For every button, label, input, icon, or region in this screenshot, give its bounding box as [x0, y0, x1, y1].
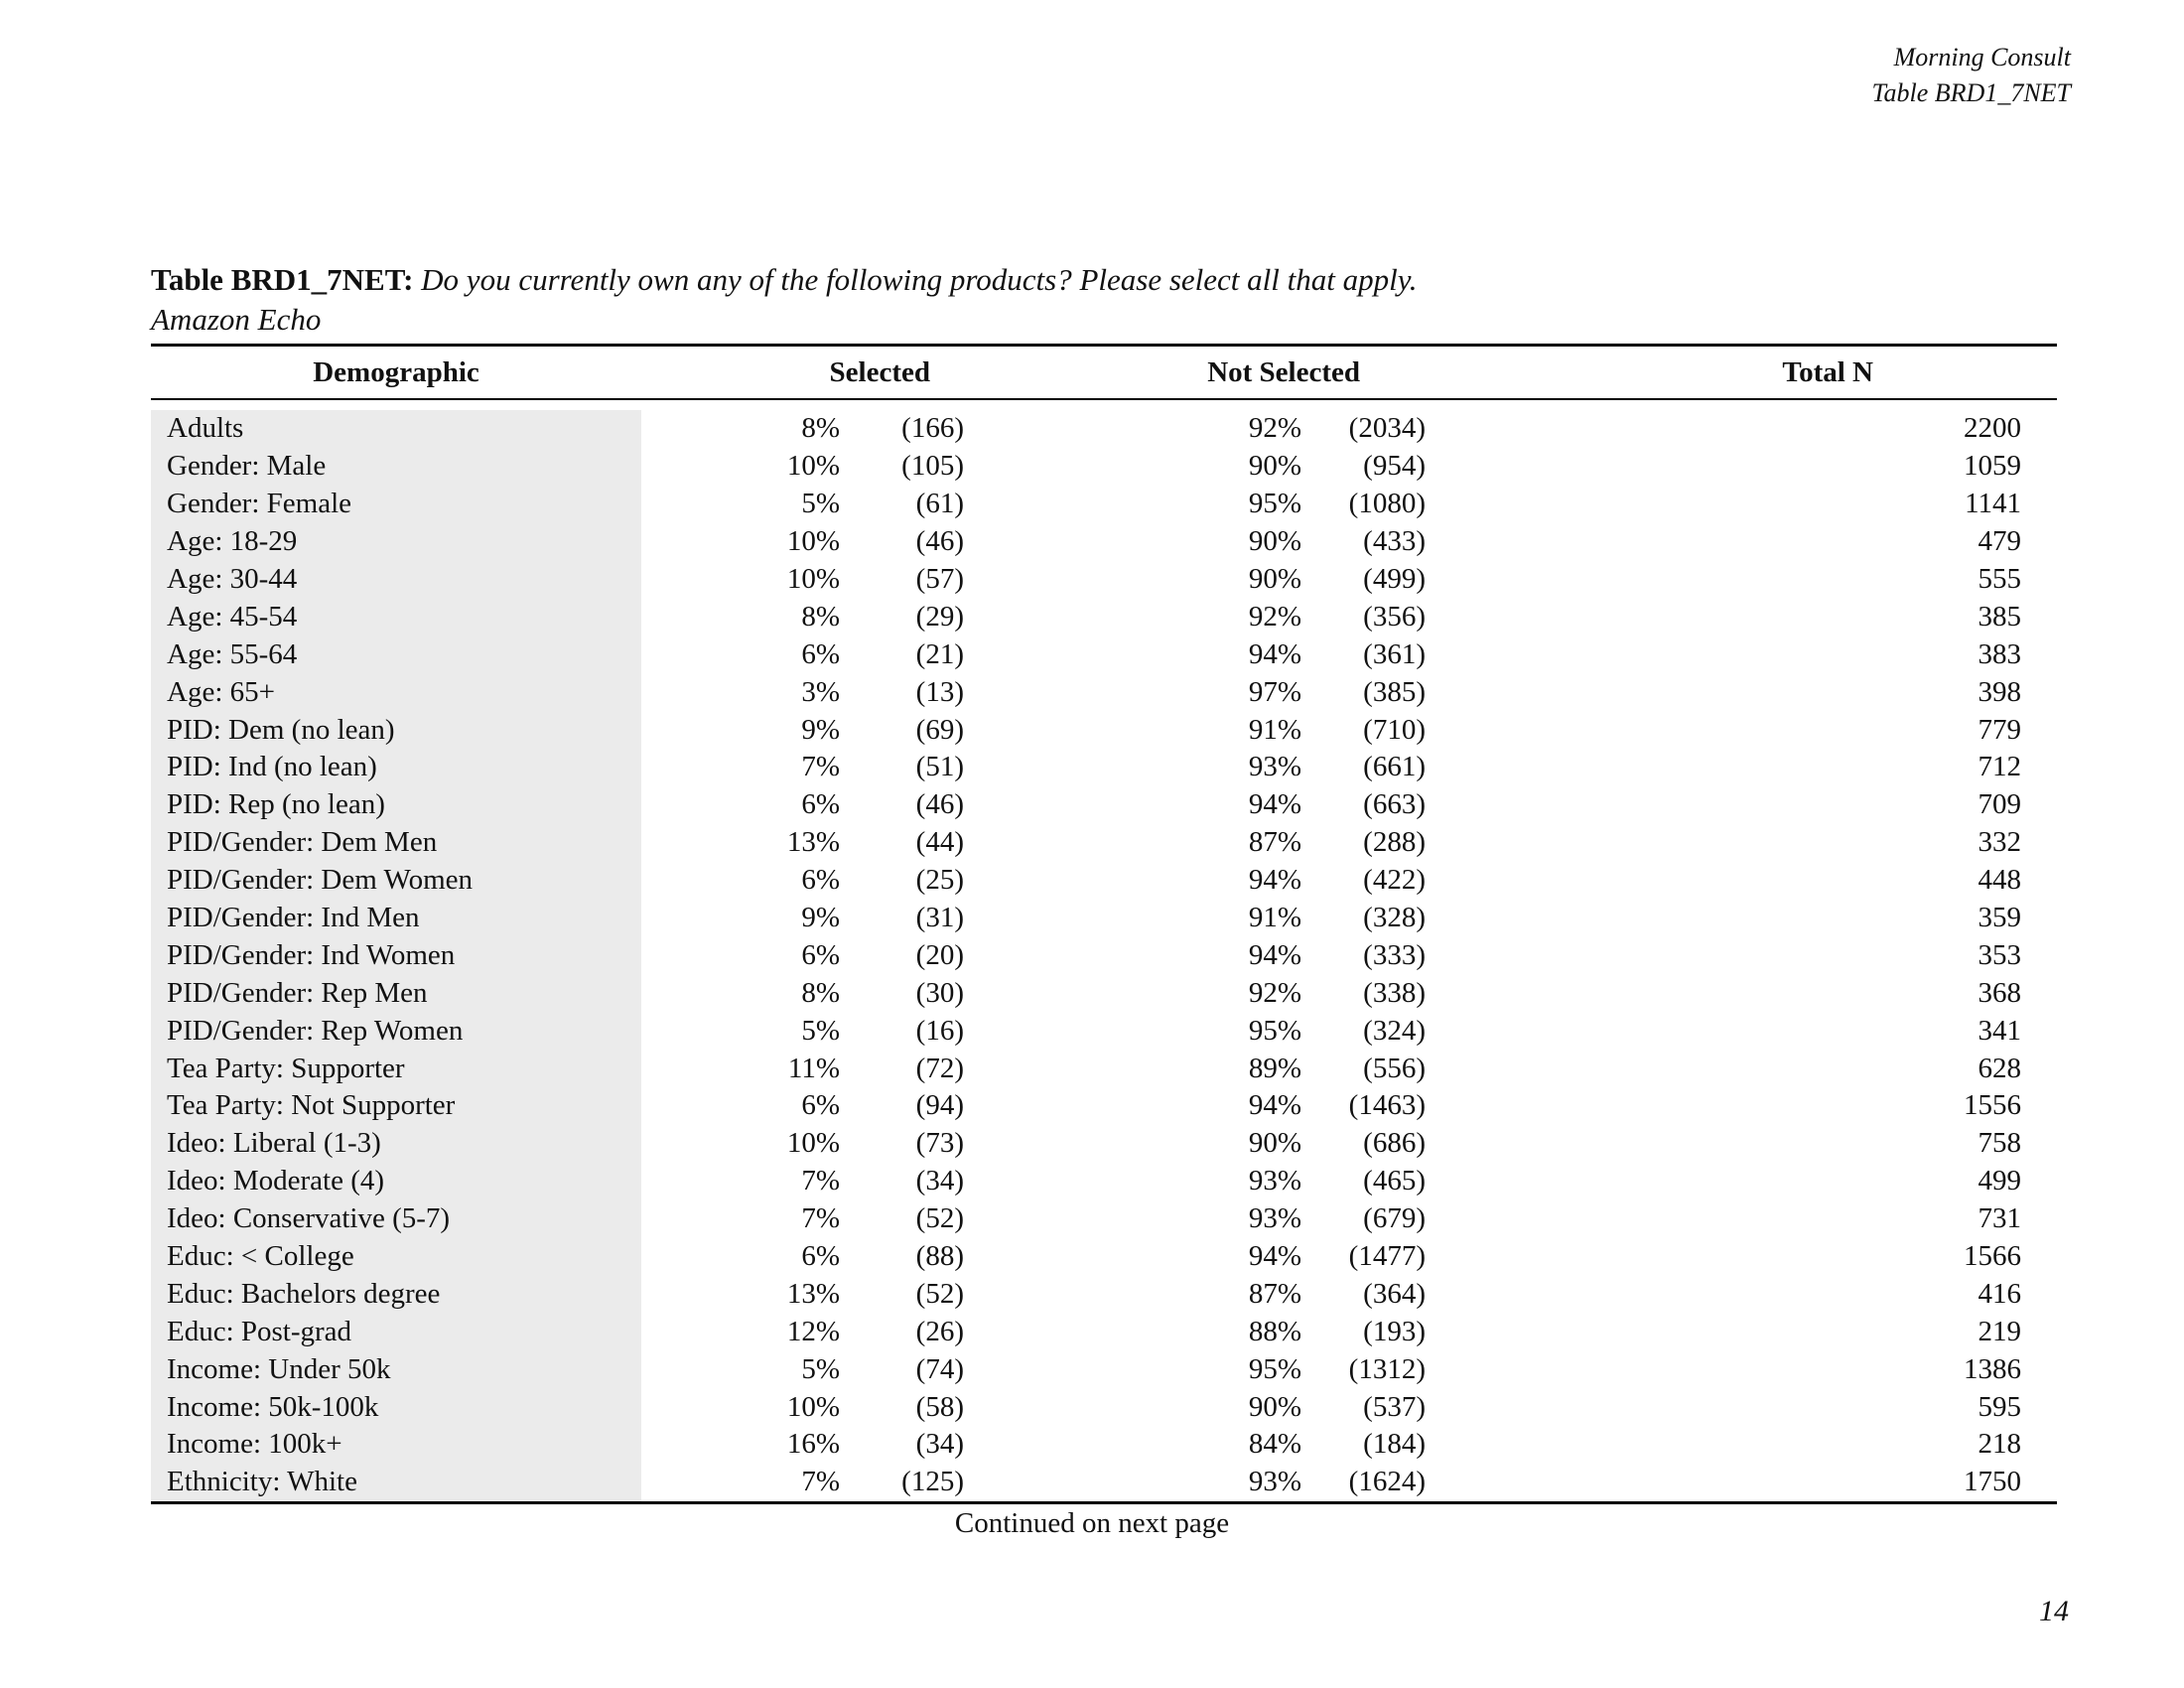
not-selected-pct-cell: 90% [1248, 563, 1301, 595]
table-header [151, 346, 2057, 400]
selected-pct-cell: 7% [801, 1202, 840, 1235]
table-row [151, 824, 2057, 862]
total-n-cell: 219 [1978, 1315, 2021, 1347]
table-row [151, 1012, 2057, 1050]
not-selected-pct-cell: 88% [1248, 1315, 1301, 1347]
total-n-cell: 758 [1978, 1127, 2021, 1160]
not-selected-n-cell: (328) [1363, 902, 1426, 934]
selected-pct-cell: 5% [801, 1352, 840, 1385]
total-n-cell: 712 [1978, 751, 2021, 783]
not-selected-pct-cell: 95% [1248, 1014, 1301, 1047]
selected-n-cell: (13) [915, 675, 964, 708]
selected-pct-cell: 8% [801, 600, 840, 633]
not-selected-pct-cell: 94% [1248, 1089, 1301, 1122]
selected-pct-cell: 7% [801, 751, 840, 783]
not-selected-n-cell: (385) [1363, 675, 1426, 708]
spacer-row [151, 399, 2057, 410]
demographic-cell: PID/Gender: Dem Men [151, 824, 641, 862]
not-selected-pct-cell: 90% [1248, 1390, 1301, 1423]
not-selected-pct-cell: 95% [1248, 488, 1301, 520]
selected-pct-cell: 6% [801, 788, 840, 821]
not-selected-n-cell: (710) [1363, 713, 1426, 746]
total-n-cell: 2200 [1964, 412, 2021, 445]
not-selected-n-cell: (324) [1363, 1014, 1426, 1047]
selected-pct-cell: 6% [801, 637, 840, 670]
demographic-cell: Income: 100k+ [151, 1426, 641, 1464]
crosstab-table [151, 344, 2057, 1504]
total-n-cell: 1141 [1965, 488, 2021, 520]
selected-n-cell: (72) [915, 1052, 964, 1084]
demographic-cell: PID: Rep (no lean) [151, 786, 641, 824]
demographic-cell: Income: 50k-100k [151, 1388, 641, 1426]
demographic-cell: Educ: Post-grad [151, 1313, 641, 1350]
demographic-cell: PID/Gender: Dem Women [151, 862, 641, 900]
not-selected-pct-cell: 94% [1248, 1240, 1301, 1273]
selected-pct-cell: 5% [801, 488, 840, 520]
selected-n-cell: (73) [915, 1127, 964, 1160]
selected-n-cell: (21) [915, 637, 964, 670]
demographic-cell: Age: 30-44 [151, 561, 641, 599]
total-n-cell: 499 [1978, 1165, 2021, 1197]
table-row [151, 1313, 2057, 1350]
selected-n-cell: (125) [840, 1464, 964, 1502]
not-selected-pct-cell: 93% [1248, 751, 1301, 783]
selected-n-cell: (88) [915, 1240, 964, 1273]
selected-pct-cell: 9% [801, 902, 840, 934]
selected-n-cell: (30) [915, 976, 964, 1009]
selected-pct-cell: 6% [801, 938, 840, 971]
not-selected-pct-cell: 92% [1248, 976, 1301, 1009]
table-row [151, 1200, 2057, 1238]
not-selected-n-cell: (1477) [1348, 1240, 1426, 1273]
not-selected-pct-cell: 89% [1248, 1052, 1301, 1084]
table-row [151, 673, 2057, 711]
selected-pct-cell: 10% [786, 450, 840, 483]
table-row [151, 1087, 2057, 1125]
selected-pct-cell: 12% [786, 1315, 840, 1347]
selected-pct-cell: 6% [801, 864, 840, 897]
not-selected-n-cell: (663) [1363, 788, 1426, 821]
not-selected-pct-cell: 91% [1248, 713, 1301, 746]
selected-n-cell: (61) [915, 488, 964, 520]
total-n-cell: 1059 [1964, 450, 2021, 483]
selected-n-cell: (52) [915, 1277, 964, 1310]
not-selected-pct-cell: 93% [1248, 1202, 1301, 1235]
selected-pct-cell: 7% [801, 1165, 840, 1197]
table-row [151, 1464, 2057, 1502]
selected-n-cell: (31) [915, 902, 964, 934]
not-selected-pct-cell: 90% [1248, 525, 1301, 558]
page-header [1871, 40, 2071, 111]
demographic-cell: PID: Ind (no lean) [151, 749, 641, 786]
not-selected-n-cell: (679) [1363, 1202, 1426, 1235]
table-row [151, 448, 2057, 486]
selected-n-cell: (51) [915, 751, 964, 783]
total-n-cell: 731 [1978, 1202, 2021, 1235]
not-selected-n-cell: (499) [1363, 563, 1426, 595]
demographic-cell: PID/Gender: Rep Men [151, 974, 641, 1012]
selected-pct-cell: 9% [801, 713, 840, 746]
selected-n-cell: (46) [915, 525, 964, 558]
total-n-cell: 368 [1978, 976, 2021, 1009]
selected-n-cell: (46) [915, 788, 964, 821]
demographic-cell: PID/Gender: Ind Men [151, 900, 641, 937]
selected-pct-cell: 3% [801, 675, 840, 708]
table-row [151, 523, 2057, 561]
header-table-id: Table BRD1_7NET [1871, 78, 2071, 107]
demographic-cell: Age: 18-29 [151, 523, 641, 561]
not-selected-n-cell: (422) [1363, 864, 1426, 897]
table-row [151, 1163, 2057, 1200]
selected-n-cell: (166) [901, 412, 964, 445]
table-title [151, 260, 2057, 300]
table-row [151, 635, 2057, 673]
not-selected-n-cell: (193) [1363, 1315, 1426, 1347]
not-selected-pct-cell: 93% [1248, 1165, 1301, 1197]
table-row [151, 1350, 2057, 1388]
table-row [151, 561, 2057, 599]
total-n-cell: 359 [1978, 902, 2021, 934]
selected-pct-cell: 10% [786, 1390, 840, 1423]
total-n-cell: 218 [1978, 1428, 2021, 1461]
selected-pct-cell: 7% [641, 1464, 840, 1502]
demographic-cell: PID/Gender: Rep Women [151, 1012, 641, 1050]
table-row [151, 410, 2057, 448]
selected-n-cell: (25) [915, 864, 964, 897]
selected-n-cell: (58) [915, 1390, 964, 1423]
not-selected-pct-cell: 90% [1248, 450, 1301, 483]
not-selected-pct-cell: 94% [1248, 637, 1301, 670]
total-n-cell: 628 [1978, 1052, 2021, 1084]
selected-n-cell: (44) [915, 826, 964, 859]
selected-pct-cell: 10% [786, 1127, 840, 1160]
total-n-cell: 1386 [1964, 1352, 2021, 1385]
table-title-label: Table BRD1_7NET: [151, 262, 414, 297]
selected-pct-cell: 13% [786, 1277, 840, 1310]
table-row [151, 749, 2057, 786]
not-selected-n-cell: (338) [1363, 976, 1426, 1009]
not-selected-n-cell: (686) [1363, 1127, 1426, 1160]
not-selected-pct-cell: 93% [964, 1464, 1301, 1502]
not-selected-pct-cell: 91% [1248, 902, 1301, 934]
table-row [151, 1275, 2057, 1313]
selected-n-cell: (105) [901, 450, 964, 483]
not-selected-n-cell: (1312) [1348, 1352, 1426, 1385]
total-n-cell: 1750 [1426, 1464, 2057, 1502]
col-header-selected: Selected [829, 355, 930, 388]
table-row [151, 486, 2057, 523]
not-selected-pct-cell: 87% [1248, 1277, 1301, 1310]
total-n-cell: 555 [1978, 563, 2021, 595]
total-n-cell: 595 [1978, 1390, 2021, 1423]
not-selected-pct-cell: 92% [1248, 600, 1301, 633]
demographic-cell: Tea Party: Not Supporter [151, 1087, 641, 1125]
total-n-cell: 341 [1978, 1014, 2021, 1047]
table-row [151, 936, 2057, 974]
continued-note: Continued on next page [954, 1507, 1230, 1539]
not-selected-n-cell: (333) [1363, 938, 1426, 971]
col-header-demographic: Demographic [313, 355, 479, 388]
total-n-cell: 779 [1978, 713, 2021, 746]
page-number: 14 [2039, 1595, 2069, 1627]
table-row [151, 1426, 2057, 1464]
demographic-cell: Ideo: Conservative (5-7) [151, 1200, 641, 1238]
demographic-cell: Age: 45-54 [151, 598, 641, 635]
selected-n-cell: (69) [915, 713, 964, 746]
table-row [151, 598, 2057, 635]
selected-pct-cell: 10% [786, 525, 840, 558]
demographic-cell: Tea Party: Supporter [151, 1050, 641, 1087]
selected-n-cell: (20) [915, 938, 964, 971]
demographic-cell: Ideo: Liberal (1-3) [151, 1125, 641, 1163]
selected-n-cell: (57) [915, 563, 964, 595]
total-n-cell: 385 [1978, 600, 2021, 633]
table-row [151, 1125, 2057, 1163]
table-body [151, 399, 2057, 1502]
col-header-total-n: Total N [1782, 355, 1873, 388]
not-selected-pct-cell: 84% [1248, 1428, 1301, 1461]
selected-pct-cell: 6% [801, 1240, 840, 1273]
org-name: Morning Consult [1893, 43, 2071, 71]
not-selected-n-cell: (364) [1363, 1277, 1426, 1310]
table-row [151, 786, 2057, 824]
table-row [151, 711, 2057, 749]
header-row [151, 346, 2057, 400]
selected-pct-cell: 8% [801, 412, 840, 445]
table-row [151, 1050, 2057, 1087]
selected-n-cell: (94) [915, 1089, 964, 1122]
demographic-cell: Ethnicity: White [151, 1464, 641, 1502]
selected-n-cell: (34) [915, 1165, 964, 1197]
table-row [151, 900, 2057, 937]
selected-pct-cell: 13% [786, 826, 840, 859]
demographic-cell: Educ: < College [151, 1238, 641, 1276]
not-selected-n-cell: (954) [1363, 450, 1426, 483]
not-selected-pct-cell: 92% [1248, 412, 1301, 445]
total-n-cell: 1556 [1964, 1089, 2021, 1122]
not-selected-pct-cell: 94% [1248, 938, 1301, 971]
not-selected-n-cell: (2034) [1348, 412, 1426, 445]
not-selected-n-cell: (356) [1363, 600, 1426, 633]
not-selected-n-cell: (465) [1363, 1165, 1426, 1197]
total-n-cell: 332 [1978, 826, 2021, 859]
total-n-cell: 416 [1978, 1277, 2021, 1310]
not-selected-n-cell: (184) [1363, 1428, 1426, 1461]
demographic-cell: Gender: Female [151, 486, 641, 523]
selected-pct-cell: 8% [801, 976, 840, 1009]
col-header-not-selected: Not Selected [1207, 355, 1360, 388]
not-selected-n-cell: (361) [1363, 637, 1426, 670]
not-selected-pct-cell: 95% [1248, 1352, 1301, 1385]
not-selected-n-cell: (1624) [1301, 1464, 1426, 1502]
selected-n-cell: (26) [915, 1315, 964, 1347]
total-n-cell: 479 [1978, 525, 2021, 558]
total-n-cell: 1566 [1964, 1240, 2021, 1273]
table-row [151, 974, 2057, 1012]
selected-n-cell: (29) [915, 600, 964, 633]
not-selected-pct-cell: 90% [1248, 1127, 1301, 1160]
total-n-cell: 709 [1978, 788, 2021, 821]
table-title-block [151, 260, 2057, 340]
not-selected-n-cell: (1080) [1348, 488, 1426, 520]
total-n-cell: 353 [1978, 938, 2021, 971]
selected-n-cell: (74) [915, 1352, 964, 1385]
table-row [151, 862, 2057, 900]
demographic-cell: PID: Dem (no lean) [151, 711, 641, 749]
table-row [151, 1238, 2057, 1276]
not-selected-n-cell: (556) [1363, 1052, 1426, 1084]
not-selected-pct-cell: 97% [1248, 675, 1301, 708]
demographic-cell: Age: 55-64 [151, 635, 641, 673]
selected-pct-cell: 16% [786, 1428, 840, 1461]
not-selected-n-cell: (1463) [1348, 1089, 1426, 1122]
not-selected-n-cell: (661) [1363, 751, 1426, 783]
not-selected-n-cell: (288) [1363, 826, 1426, 859]
total-n-cell: 448 [1978, 864, 2021, 897]
selected-n-cell: (52) [915, 1202, 964, 1235]
total-n-cell: 383 [1978, 637, 2021, 670]
demographic-cell: Educ: Bachelors degree [151, 1275, 641, 1313]
demographic-cell: Age: 65+ [151, 673, 641, 711]
table-question: Do you currently own any of the following products? Please select all that apply. [421, 262, 1418, 297]
demographic-cell: Gender: Male [151, 448, 641, 486]
selected-n-cell: (34) [915, 1428, 964, 1461]
not-selected-pct-cell: 87% [1248, 826, 1301, 859]
selected-n-cell: (16) [915, 1014, 964, 1047]
table-row [151, 1388, 2057, 1426]
selected-pct-cell: 5% [801, 1014, 840, 1047]
not-selected-n-cell: (433) [1363, 525, 1426, 558]
demographic-cell: Income: Under 50k [151, 1350, 641, 1388]
demographic-cell: Ideo: Moderate (4) [151, 1163, 641, 1200]
selected-pct-cell: 11% [787, 1052, 840, 1084]
total-n-cell: 398 [1978, 675, 2021, 708]
not-selected-pct-cell: 94% [1248, 864, 1301, 897]
selected-pct-cell: 6% [801, 1089, 840, 1122]
table-subtitle: Amazon Echo [151, 302, 322, 337]
not-selected-n-cell: (537) [1363, 1390, 1426, 1423]
not-selected-pct-cell: 94% [1248, 788, 1301, 821]
selected-pct-cell: 10% [786, 563, 840, 595]
demographic-cell: PID/Gender: Ind Women [151, 936, 641, 974]
demographic-cell: Adults [151, 410, 641, 448]
